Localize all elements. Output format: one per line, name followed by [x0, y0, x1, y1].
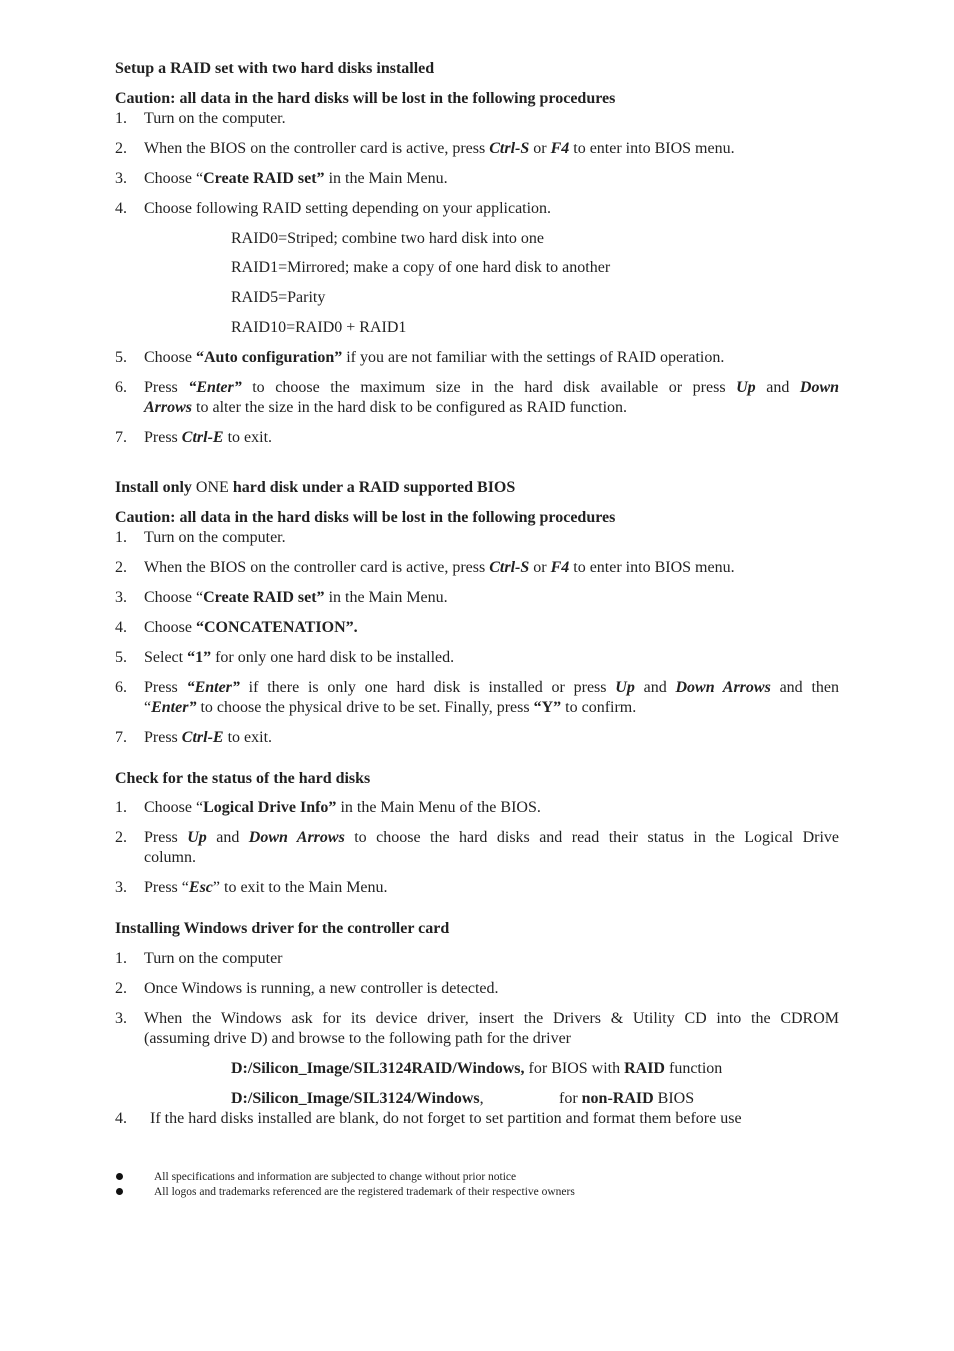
- step-text-continued: “Enter” to choose the physical drive to be set. Finally, press “Y” to confirm.: [144, 699, 637, 716]
- step-text: Choose “Create RAID set” in the Main Menu.: [144, 589, 448, 606]
- section-heading: Install only ONE hard disk under a RAID supported BIOS: [115, 479, 516, 496]
- step-number: 7.: [115, 429, 127, 446]
- section-heading: Setup a RAID set with two hard disks installed: [115, 60, 435, 77]
- step-text: Choose “Auto configuration” if you are not familiar with the settings of RAID operation.: [144, 349, 725, 366]
- step-number: 3.: [115, 879, 127, 896]
- step-text: Choose “Create RAID set” in the Main Menu.: [144, 170, 448, 187]
- bullet-icon: [116, 1173, 123, 1180]
- step-text: Select “1” for only one hard disk to be installed.: [144, 649, 455, 666]
- driver-path-raid: D:/Silicon_Image/SIL3124RAID/Windows, for BIOS with RAID function: [231, 1060, 723, 1077]
- step-text: Press “Enter” if there is only one hard disk is installed or press Up and Down Arrows and then: [144, 679, 839, 696]
- step-text: Press “Enter” to choose the maximum size in the hard disk available or press Up and Down: [144, 379, 840, 396]
- bullet-icon: [116, 1188, 123, 1195]
- step-number: 3.: [115, 1010, 127, 1027]
- step-text-continued: column.: [144, 849, 196, 866]
- step-number: 4.: [115, 1110, 127, 1127]
- step-text: Choose “CONCATENATION”.: [144, 619, 358, 636]
- step-text-continued: (assuming drive D) and browse to the following path for the driver: [144, 1030, 572, 1047]
- step-text: When the BIOS on the controller card is active, press Ctrl-S or F4 to enter into BIOS menu.: [144, 559, 735, 576]
- driver-path-non-raid: D:/Silicon_Image/SIL3124/Windows,: [231, 1090, 484, 1107]
- raid-option: RAID0=Striped; combine two hard disk into one: [231, 230, 544, 247]
- footnote: All logos and trademarks referenced are the registered trademark of their respective owners: [154, 1186, 575, 1198]
- step-text: Press Ctrl-E to exit.: [144, 729, 273, 746]
- step-text: Turn on the computer.: [144, 110, 286, 127]
- step-text: Turn on the computer.: [144, 529, 286, 546]
- footnote: All specifications and information are subjected to change without prior notice: [154, 1171, 517, 1183]
- step-text: Press Ctrl-E to exit.: [144, 429, 273, 446]
- caution-text: Caution: all data in the hard disks will be lost in the following procedures: [115, 90, 616, 107]
- step-number: 4.: [115, 619, 127, 636]
- step-number: 1.: [115, 110, 127, 127]
- driver-path-non-raid-desc: for non-RAID BIOS: [559, 1090, 695, 1107]
- step-number: 7.: [115, 729, 127, 746]
- section-heading: Check for the status of the hard disks: [115, 770, 371, 787]
- step-text: Once Windows is running, a new controller is detected.: [144, 980, 499, 997]
- step-text: When the Windows ask for its device driver, insert the Drivers & Utility CD into the CDROM: [144, 1010, 839, 1027]
- step-text: If the hard disks installed are blank, do not forget to set partition and format them before use: [150, 1110, 742, 1127]
- step-text: Turn on the computer: [144, 950, 283, 967]
- raid-option: RAID1=Mirrored; make a copy of one hard disk to another: [231, 259, 611, 276]
- step-number: 1.: [115, 950, 127, 967]
- step-number: 2.: [115, 829, 127, 846]
- step-number: 5.: [115, 649, 127, 666]
- step-number: 2.: [115, 140, 127, 157]
- raid-option: RAID10=RAID0 + RAID1: [231, 319, 407, 336]
- step-number: 4.: [115, 200, 127, 217]
- step-number: 3.: [115, 589, 127, 606]
- section-heading: Installing Windows driver for the controller card: [115, 920, 450, 937]
- step-number: 6.: [115, 679, 127, 696]
- step-number: 5.: [115, 349, 127, 366]
- step-number: 1.: [115, 799, 127, 816]
- caution-text: Caution: all data in the hard disks will be lost in the following procedures: [115, 509, 616, 526]
- step-number: 2.: [115, 559, 127, 576]
- step-text: Press Up and Down Arrows to choose the hard disks and read their status in the Logical Drive: [144, 829, 840, 846]
- step-number: 3.: [115, 170, 127, 187]
- step-text-continued: Arrows to alter the size in the hard disk to be configured as RAID function.: [144, 399, 628, 416]
- raid-option: RAID5=Parity: [231, 289, 326, 306]
- step-text: Choose following RAID setting depending on your application.: [144, 200, 552, 217]
- step-number: 2.: [115, 980, 127, 997]
- step-text: When the BIOS on the controller card is active, press Ctrl-S or F4 to enter into BIOS menu.: [144, 140, 735, 157]
- step-text: Press “Esc” to exit to the Main Menu.: [144, 879, 388, 896]
- step-number: 1.: [115, 529, 127, 546]
- step-number: 6.: [115, 379, 127, 396]
- step-text: Choose “Logical Drive Info” in the Main Menu of the BIOS.: [144, 799, 541, 816]
